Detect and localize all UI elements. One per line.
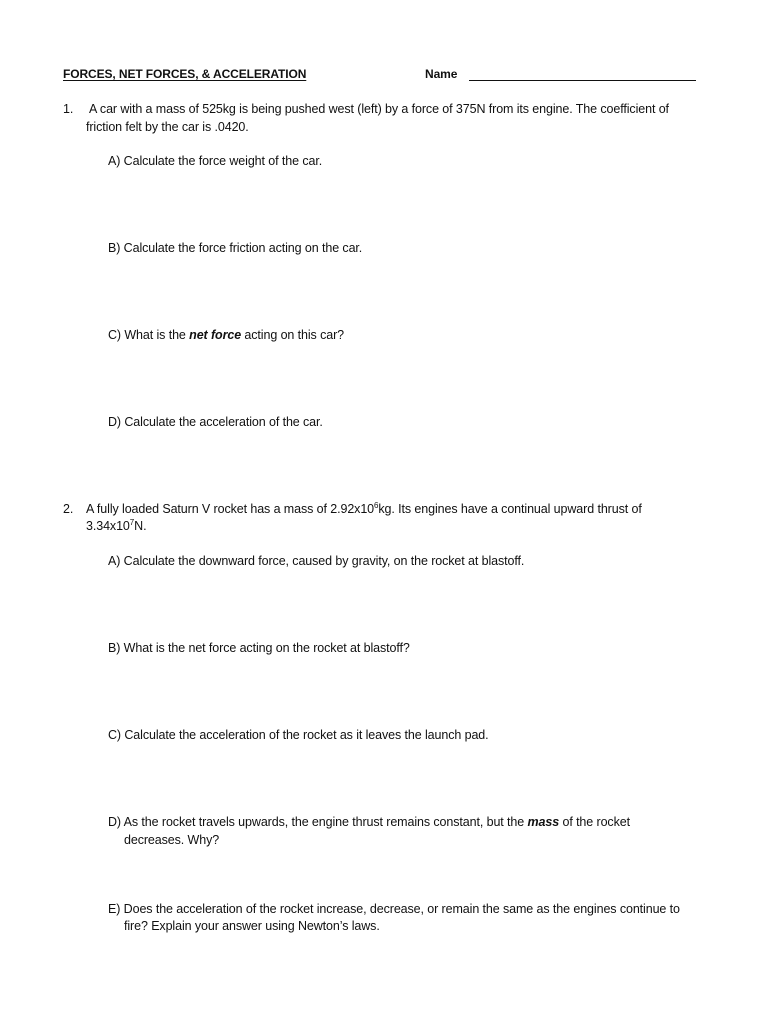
question-2-number: 2. bbox=[63, 502, 74, 516]
question-1c-emphasis: net force bbox=[189, 328, 242, 342]
question-2-line-2-exponent: 7 bbox=[129, 518, 135, 527]
question-2d-pre: D) As the rocket travels upwards, the engine thrust remains constant, but the bbox=[108, 815, 528, 829]
question-2b: B) What is the net force acting on the rocket at blastoff? bbox=[108, 641, 410, 655]
question-2e: E) Does the acceleration of the rocket increase, decrease, or remain the same as the engines continue to bbox=[108, 902, 680, 916]
worksheet-title: FORCES, NET FORCES, & ACCELERATION bbox=[63, 67, 307, 81]
question-1b: B) Calculate the force friction acting on the car. bbox=[108, 241, 363, 255]
question-1c-pre: C) What is the bbox=[108, 328, 190, 342]
question-2d-line-2: decreases. Why? bbox=[124, 833, 220, 847]
question-2-line-1-pre: A fully loaded Saturn V rocket has a mass of 2.92x10 bbox=[86, 502, 375, 516]
name-blank-line bbox=[469, 80, 696, 81]
question-2-line-2-post: N. bbox=[134, 519, 147, 533]
question-1d: D) Calculate the acceleration of the car. bbox=[108, 415, 323, 429]
name-label: Name bbox=[425, 67, 458, 81]
question-1-text-line-1: A car with a mass of 525kg is being pushed west (left) by a force of 375N from its engine. The coefficient of bbox=[89, 102, 669, 116]
question-1-text-line-2: friction felt by the car is .0420. bbox=[86, 120, 249, 134]
question-1a: A) Calculate the force weight of the car. bbox=[108, 154, 323, 168]
question-2-line-1-post: kg. Its engines have a continual upward thrust of bbox=[378, 502, 642, 516]
question-2d-emphasis: mass bbox=[527, 815, 560, 829]
question-1c-post: acting on this car? bbox=[241, 328, 344, 342]
question-1c bbox=[108, 328, 344, 342]
question-2-line-2-pre: 3.34x10 bbox=[86, 519, 130, 533]
question-2e-line-2: fire? Explain your answer using Newton’s laws. bbox=[124, 919, 380, 933]
question-1-number: 1. bbox=[63, 102, 74, 116]
question-2-text-line-1 bbox=[86, 502, 642, 516]
question-2d-post: of the rocket bbox=[559, 815, 630, 829]
question-2c: C) Calculate the acceleration of the rocket as it leaves the launch pad. bbox=[108, 728, 489, 742]
question-2a: A) Calculate the downward force, caused by gravity, on the rocket at blastoff. bbox=[108, 554, 525, 568]
question-2d bbox=[108, 815, 630, 829]
question-2-line-1-exponent: 6 bbox=[374, 501, 379, 510]
question-2-text-line-2 bbox=[86, 519, 146, 533]
